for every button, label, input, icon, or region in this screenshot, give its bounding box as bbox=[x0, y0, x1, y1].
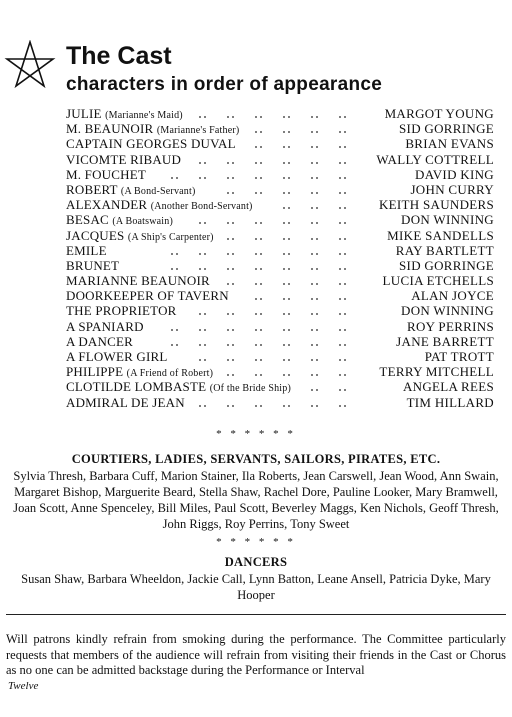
character-role: PHILIPPE bbox=[66, 364, 124, 380]
separator: * * * * * * bbox=[216, 428, 296, 440]
character-role: MARIANNE BEAUNOIR bbox=[66, 273, 210, 289]
character-role: A SPANIARD bbox=[66, 318, 144, 334]
chorus-names: Sylvia Thresh, Barbara Cuff, Marion Stainer, Ila Roberts, Jean Carswell, Jean Wood, Ann Swain, Margaret Bishop, Marguerite Beard, Stella Shaw, Rachel Dore, Pauline Looker, Mary Bramwell, Joan Scott, Anne Spenceley, Bill Miles, Paul Scott, Beverley Maggs, Ken Nichols, Geoff Thresh, John Riggs, Roy Perrins, Tony Sweet bbox=[13, 469, 499, 531]
leader-dots bbox=[66, 319, 358, 334]
leader-dots bbox=[66, 395, 358, 410]
leader-dots bbox=[66, 364, 358, 379]
cast-row bbox=[66, 121, 494, 136]
leader-dots bbox=[66, 136, 358, 151]
dancers-names: Susan Shaw, Barbara Wheeldon, Jackie Call, Lynn Batton, Leane Ansell, Patricia Dyke, Mary Hooper bbox=[21, 572, 491, 602]
leader-dots bbox=[66, 197, 358, 212]
leader-dots bbox=[66, 349, 358, 364]
leader-dots bbox=[66, 288, 358, 303]
star-icon bbox=[4, 40, 56, 92]
cast-row bbox=[66, 167, 494, 182]
leader-dots bbox=[66, 106, 358, 121]
actor-name: MIKE SANDELLS bbox=[387, 227, 494, 243]
cast-row bbox=[66, 334, 494, 349]
character-role: ROBERT bbox=[66, 181, 118, 197]
character-description: (A Ship's Carpenter) bbox=[127, 231, 214, 243]
character-description: (Marianne's Father) bbox=[156, 125, 240, 137]
actor-name: DON WINNING bbox=[401, 303, 494, 319]
leader-dots bbox=[66, 121, 358, 136]
actor-name: RAY BARTLETT bbox=[395, 242, 494, 258]
actor-name: LUCIA ETCHELLS bbox=[382, 273, 494, 289]
cast-row bbox=[66, 273, 494, 288]
cast-row bbox=[66, 228, 494, 243]
actor-name: BRIAN EVANS bbox=[405, 136, 494, 152]
character-role: A DANCER bbox=[66, 333, 133, 349]
character-role: EMILE bbox=[66, 242, 107, 258]
character-description: (Of the Bride Ship) bbox=[209, 383, 291, 395]
character-role: VICOMTE RIBAUD bbox=[66, 151, 182, 167]
actor-name: WALLY COTTRELL bbox=[376, 151, 494, 167]
actor-name: ALAN JOYCE bbox=[411, 288, 494, 304]
leader-dots bbox=[66, 334, 358, 349]
audience-notice: Will patrons kindly refrain from smoking during the performance. The Committee particularly requests that members of the audience will refrain from visiting their friends in the Cast or Chorus as no one can be admitted backstage during the Performance or Interval bbox=[6, 632, 506, 677]
actor-name: ANGELA REES bbox=[402, 379, 494, 395]
cast-row bbox=[66, 136, 494, 151]
page-number: Twelve bbox=[8, 680, 39, 692]
cast-row bbox=[66, 243, 494, 258]
character-role: DOORKEEPER OF TAVERN bbox=[66, 288, 229, 304]
actor-name: JANE BARRETT bbox=[396, 333, 494, 349]
character-role: BRUNET bbox=[66, 257, 120, 273]
character-role: ADMIRAL DE JEAN bbox=[66, 394, 185, 410]
cast-row bbox=[66, 152, 494, 167]
cast-row bbox=[66, 303, 494, 318]
character-role: M. FOUCHET bbox=[66, 166, 147, 182]
character-description: (Marianne's Maid) bbox=[105, 110, 183, 121]
character-role: A FLOWER GIRL bbox=[66, 349, 168, 364]
leader-dots bbox=[66, 182, 358, 197]
character-role: ALEXANDER bbox=[66, 197, 148, 213]
actor-name: TERRY MITCHELL bbox=[379, 364, 494, 380]
cast-row bbox=[66, 349, 494, 364]
actor-name: TIM HILLARD bbox=[406, 394, 494, 410]
leader-dots bbox=[66, 152, 358, 167]
actor-name: DAVID KING bbox=[415, 166, 494, 182]
character-description: (A Boatswain) bbox=[112, 216, 174, 228]
actor-name: SID GORRINGE bbox=[399, 257, 494, 273]
separator: * * * * * * bbox=[216, 536, 296, 548]
character-description: (A Friend of Robert) bbox=[126, 368, 214, 380]
character-role: JULIE bbox=[66, 106, 102, 121]
cast-row bbox=[66, 364, 494, 379]
cast-row bbox=[66, 182, 494, 197]
leader-dots bbox=[66, 379, 358, 394]
page-subtitle: characters in order of appearance bbox=[66, 74, 383, 95]
page-title: The Cast bbox=[66, 42, 172, 70]
character-description: (A Bond-Servant) bbox=[120, 185, 196, 197]
chorus-heading: COURTIERS, LADIES, SERVANTS, SAILORS, PIRATES, ETC. bbox=[71, 452, 441, 466]
character-role: CAPTAIN GEORGES DUVAL bbox=[66, 136, 236, 152]
character-role: BESAC bbox=[66, 212, 109, 228]
cast-row bbox=[66, 319, 494, 334]
actor-name: JOHN CURRY bbox=[410, 181, 494, 197]
actor-name: ROY PERRINS bbox=[407, 318, 494, 334]
actor-name: MARGOT YOUNG bbox=[384, 106, 494, 121]
leader-dots bbox=[66, 228, 358, 243]
actor-name: PAT TROTT bbox=[424, 349, 494, 364]
leader-dots bbox=[66, 258, 358, 273]
cast-row bbox=[66, 288, 494, 303]
leader-dots bbox=[66, 167, 358, 182]
leader-dots bbox=[66, 212, 358, 227]
leader-dots bbox=[66, 303, 358, 318]
actor-name: SID GORRINGE bbox=[399, 121, 494, 137]
character-description: (Another Bond-Servant) bbox=[150, 201, 253, 213]
actor-name: DON WINNING bbox=[401, 212, 494, 228]
leader-dots bbox=[66, 273, 358, 288]
character-role: M. BEAUNOIR bbox=[66, 121, 154, 137]
character-role: CLOTILDE LOMBASTE bbox=[66, 379, 207, 395]
cast-row bbox=[66, 106, 494, 121]
cast-row bbox=[66, 258, 494, 273]
cast-list bbox=[66, 106, 494, 410]
character-role: JACQUES bbox=[66, 227, 125, 243]
leader-dots bbox=[66, 243, 358, 258]
character-role: THE PROPRIETOR bbox=[66, 303, 177, 319]
divider-rule bbox=[6, 614, 506, 615]
actor-name: KEITH SAUNDERS bbox=[378, 197, 494, 213]
cast-row bbox=[66, 395, 494, 410]
cast-row bbox=[66, 212, 494, 227]
dancers-heading: DANCERS bbox=[224, 555, 288, 569]
cast-row bbox=[66, 379, 494, 394]
cast-row bbox=[66, 197, 494, 212]
